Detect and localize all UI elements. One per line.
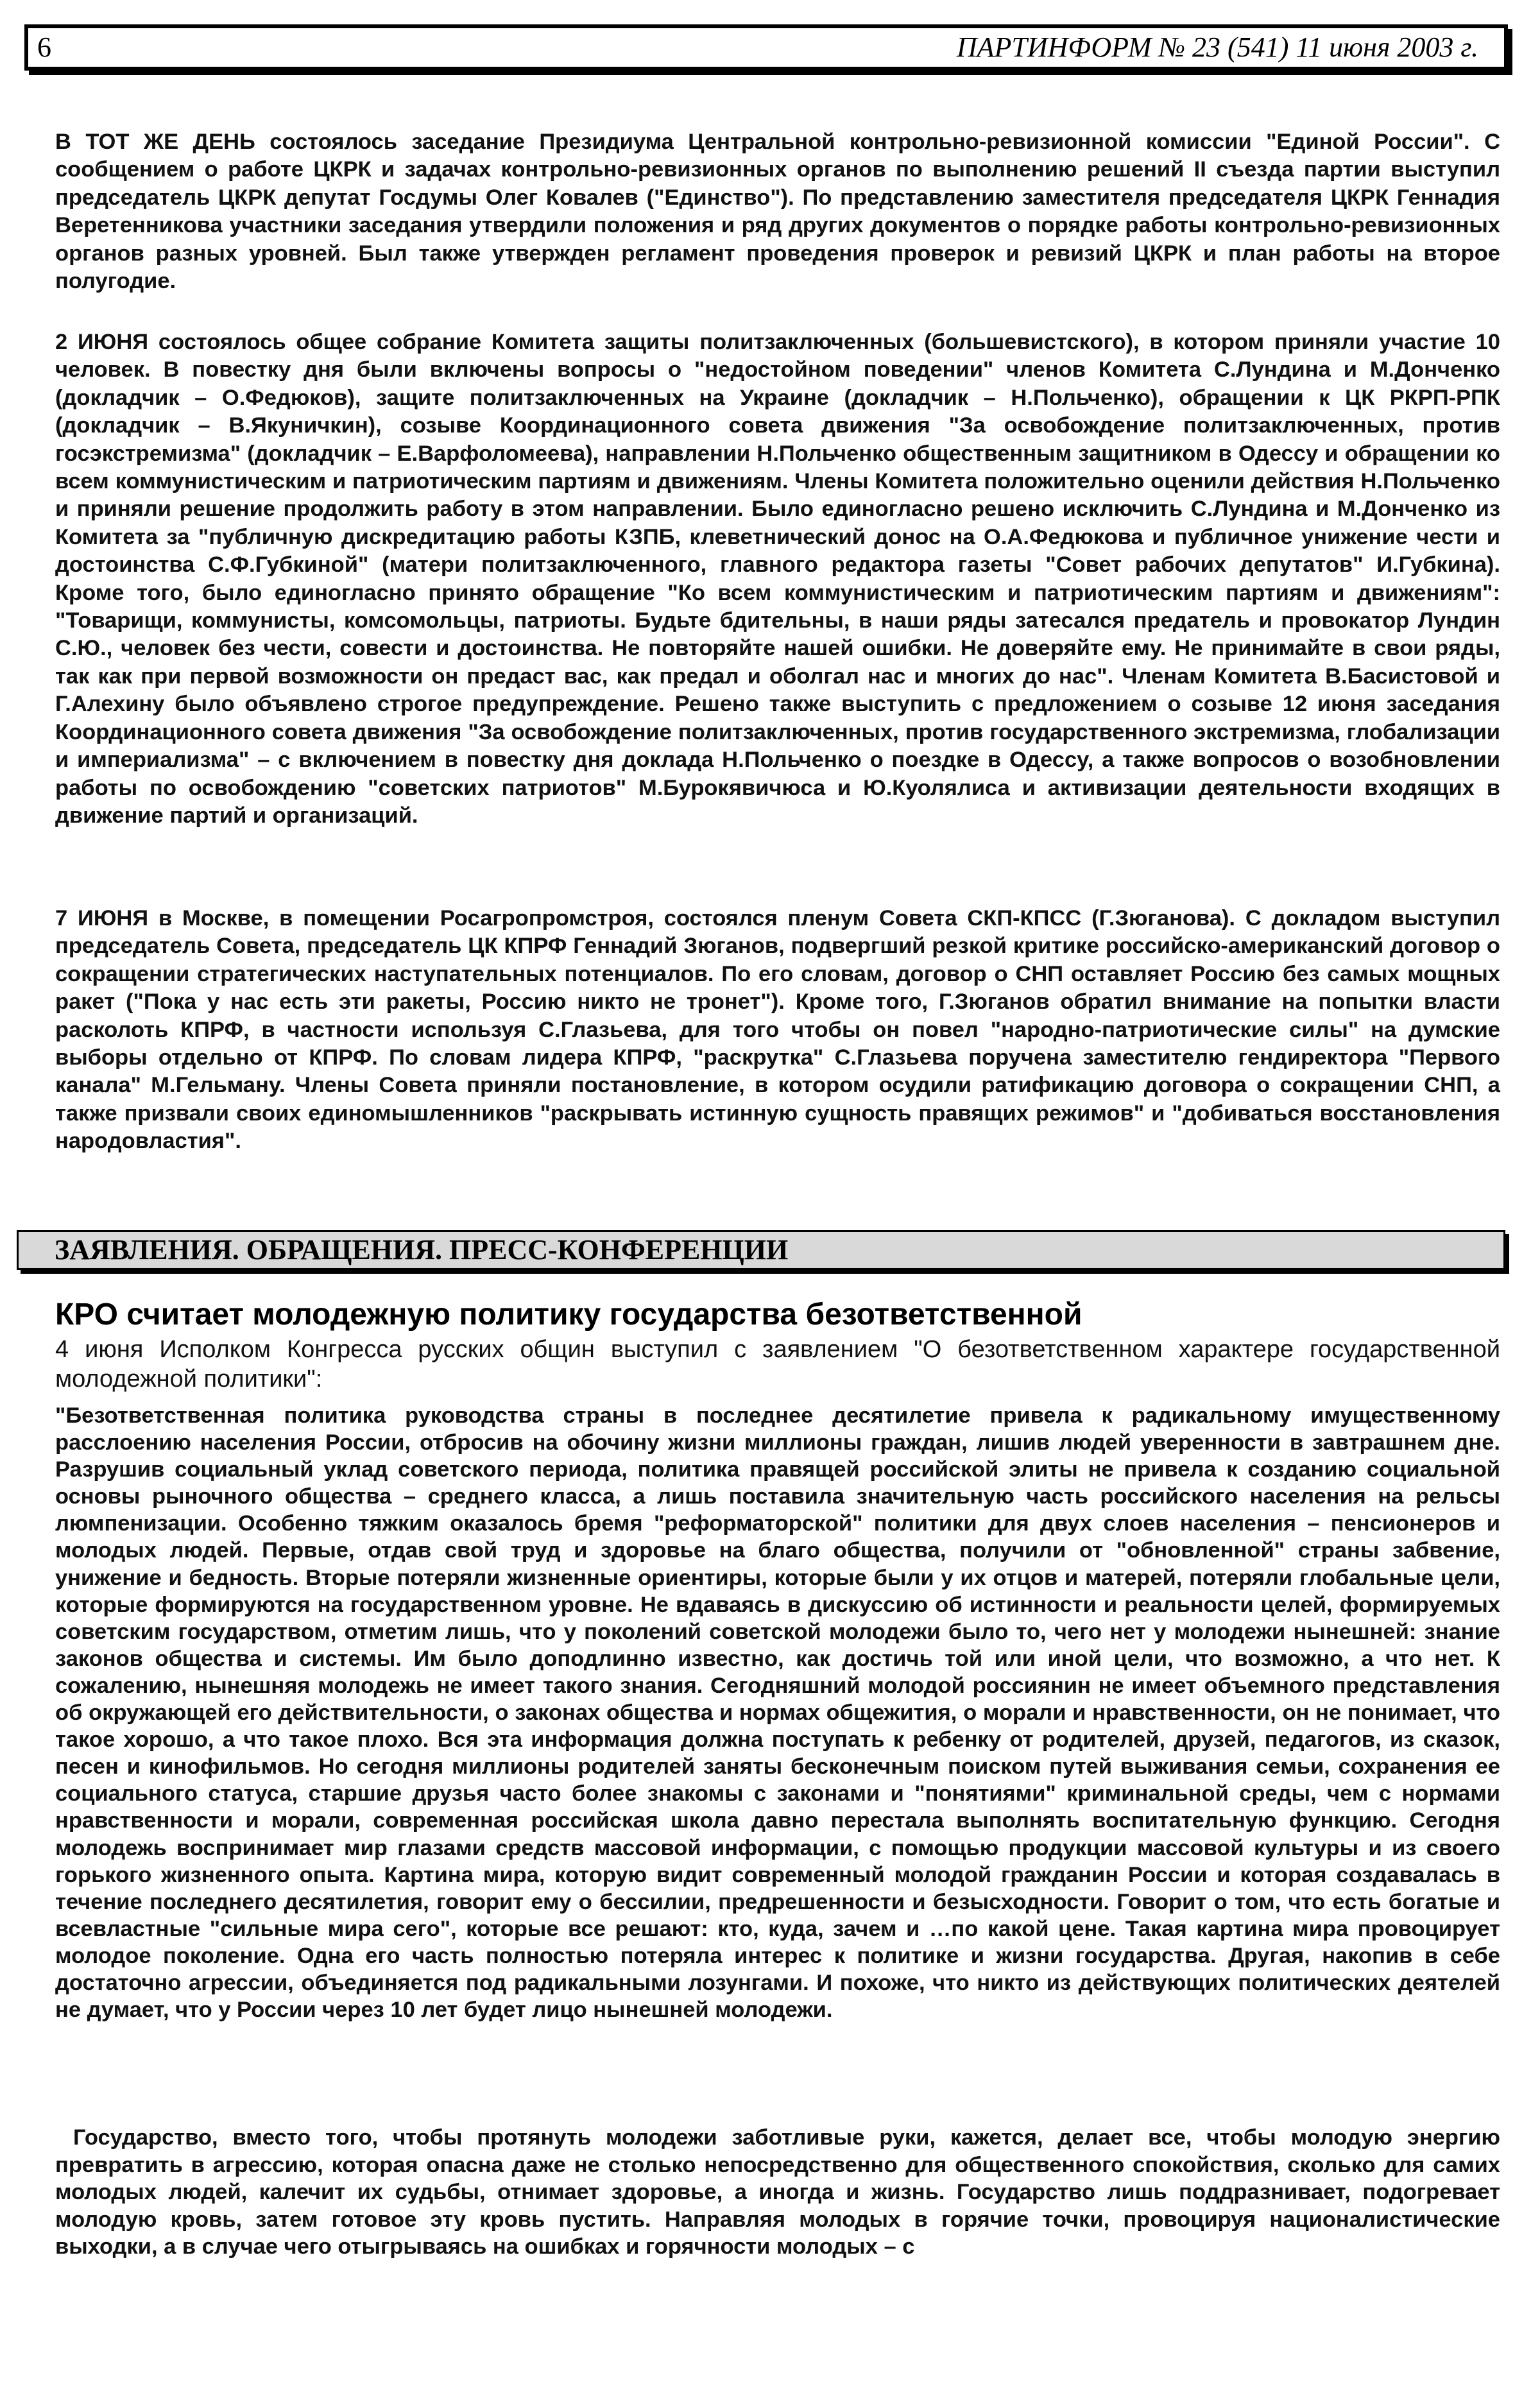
article-paragraph-state: Государство, вместо того, чтобы протянуть молодежи заботливые руки, кажется, делает все, чтобы молодую энергию превратить в агрессию, которая опасна даже не столько непосредственно для общественного спокойствия, сколько для самих молодых людей, калечит их судьбы, отнимает здоровье, а иногда и жизнь. Государство лишь поддразнивает, подогревает молодую кровь, затем готовое эту кровь пустить. Направляя молодых в горячие точки, провоцируя националистические выходки, а в случае чего отыгрываясь на ошибках и горячности молодых – с xyxy=(55,2125,1500,2259)
page-number: 6 xyxy=(37,31,51,63)
news-paragraph-presidium: В ТОТ ЖЕ ДЕНЬ состоялось заседание Президиума Центральной контрольно-ревизионной комиссии "Единой России". С сообщением о работе ЦКРК и задачах контрольно-ревизионных органов по выполнению решений II съезда партии выступил председатель ЦКРК депутат Госдумы Олег Ковалев ("Единство"). По представлению заместителя председателя ЦКРК Геннадия Веретенникова участники заседания утвердили положения и ряд других документов о порядке работы контрольно-ревизионных органов разных уровней. Был также утвержден регламент проведения проверок и ревизий ЦКРК и план работы на второе полугодие. xyxy=(55,130,1500,294)
news-paragraph-june-7: 7 ИЮНЯ в Москве, в помещении Росагропромстроя, состоялся пленум Совета СКП-КПСС (Г.Зюганова). С докладом выступил председатель Совета, председатель ЦК КПРФ Геннадий Зюганов, подвергший резкой критике российско-американский договор о сокращении стратегических наступательных потенциалов. По его словам, договор о СНП оставляет Россию без самых мощных ракет ("Пока у нас есть эти ракеты, Россию никто не тронет"). Кроме того, Г.Зюганов обратил внимание на попытки власти расколоть КПРФ, в частности используя С.Глазьева, для того чтобы он повел "народно-патриотические силы" на думские выборы отдельно от КПРФ. По словам лидера КПРФ, "раскрутка" С.Глазьева поручена заместителю гендиректора "Первого канала" М.Гельману. Члены Совета приняли постановление, в котором осудили ратификацию договора о сокращении СНП, а также призвали своих единомышленников "раскрывать истинную сущность правящих режимов" и "добиваться восстановления народовластия". xyxy=(55,906,1500,1154)
article-quote-paragraph: "Безответственная политика руководства страны в последнее десятилетие привела к радикальному имущественному расслоению населения России, отбросив на обочину жизни миллионы граждан, лишив людей уверенности в завтрашнем дне. Разрушив социальный уклад советского периода, политика правящей российской элиты не привела к созданию социальной основы рыночного общества – среднего класса, а лишь поставила значительную часть российского населения на рельсы люмпенизации. Особенно тяжким оказалось бремя "реформаторской" политики для двух слоев населения – пенсионеров и молодых людей. Первые, отдав свой труд и здоровье на благо общества, получили от "обновленной" страны забвение, унижение и бедность. Вторые потеряли жизненные ориентиры, которые были у их отцов и матерей, потеряли глобальные цели, которые формируются на государственном уровне. Не вдаваясь в дискуссию об истинности и реальности целей, формируемых советским государством, отметим лишь, что у поколений советской молодежи было то, чего нет у молодежи нынешней: знание законов общества и системы. Им было доподлинно известно, как достичь той или иной цели, что возможно, а что нет. К сожалению, нынешняя молодежь не имеет такого знания. Сегодняшний молодой россиянин не имеет объемного представления об окружающей его действительности, о законах общества и нормах общежития, о морали и нравственности, он не понимает, что такое хорошо, а что такое плохо. Вся эта информация должна поступать к ребенку от родителей, друзей, педагогов, из сказок, песен и кинофильмов. Но сегодня миллионы родителей заняты бесконечным поиском путей выживания семьи, сохранения ее социального статуса, старшие друзья часто более знакомы с законами и "понятиями" криминальной среды, чем с нормами нравственности и морали, современная российская школа давно перестала выполнять воспитательную функцию. Сегодня молодежь воспринимает мир глазами средств массовой информации, с помощью продукции массовой культуры и из своего горького жизненного опыта. Картина мира, которую видит современный молодой гражданин России и которая создавалась в течение последнего десятилетия, говорит ему о бессилии, предрешенности и безысходности. Говорит о том, что есть богатые и всевластные "сильные мира сего", которые все решают: кто, куда, зачем и …по какой цене. Такая картина мира провоцирует молодое поколение. Одна его часть полностью потеряла интерес к политике и жизни государства. Другая, накопив в себе достаточно агрессии, объединяется под радикальными лозунгами. И похоже, что никто из действующих политических деятелей не думает, что у России через 10 лет будет лицо нынешней молодежи. xyxy=(55,1403,1500,2023)
news-paragraph-june-2: 2 ИЮНЯ состоялось общее собрание Комитета защиты политзаключенных (большевистского), в котором приняли участие 10 человек. В повестку дня были включены вопросы о "недостойном поведении" членов Комитета С.Лундина и М.Донченко (докладчик – О.Федюков), защите политзаключенных на Украине (докладчик – Н.Польченко), обращении к ЦК РКРП-РПК (докладчик – В.Якуничкин), созыве Координационного совета движения "За освобождение политзаключенных, против госэкстремизма" (докладчик – Е.Варфоломеева), направлении Н.Польченко общественным защитником в Одессу и обращении ко всем коммунистическим и патриотическим партиям и движениям. Члены Комитета положительно оценили действия Н.Польченко и приняли решение продолжить работу в этом направлении. Было единогласно решено исключить С.Лундина и М.Донченко из Комитета за "публичную дискредитацию работы КЗПБ, клеветнический донос на О.А.Федюкова и публичное унижение чести и достоинства С.Ф.Губкиной" (матери политзаключенного, главного редактора газеты "Совет рабочих депутатов" И.Губкина). Кроме того, было единогласно принято обращение "Ко всем коммунистическим и патриотическим партиям и движениям": "Товарищи, коммунисты, комсомольцы, патриоты. Будьте бдительны, в наши ряды затесался предатель и провокатор Лундин С.Ю., человек без чести, совести и достоинства. Не повторяйте нашей ошибки. Не доверяйте ему. Не принимайте в свои ряды, так как при первой возможности он предаст вас, как предал и оболгал нас и многих до нас". Членам Комитета В.Басистовой и Г.Алехину было объявлено строгое предупреждение. Решено также выступить с предложением о созыве 12 июня заседания Координационного совета движения "За освобождение политзаключенных, против государственного экстремизма, глобализации и империализма" – с включением в повестку дня доклада Н.Польченко о поездке в Одессу, а также вопросов о возобновлении работы по освобождению "советских патриотов" М.Бурокявичюса и Ю.Куолялиса и активизации деятельности входящих в движение партий и организаций. xyxy=(55,330,1500,828)
section-heading: ЗАЯВЛЕНИЯ. ОБРАЩЕНИЯ. ПРЕСС-КОНФЕРЕНЦИИ xyxy=(17,1230,1505,1270)
article-title: КРО считает молодежную политику государства безответственной xyxy=(55,1298,1082,1332)
publication-title: ПАРТИНФОРМ № 23 (541) 11 июня 2003 г. xyxy=(956,31,1478,63)
page-header xyxy=(24,24,1508,71)
article-lead: 4 июня Исполком Конгресса русских общин выступил с заявлением "О безответственном характере государственной молодежной политики": xyxy=(55,1336,1500,1392)
